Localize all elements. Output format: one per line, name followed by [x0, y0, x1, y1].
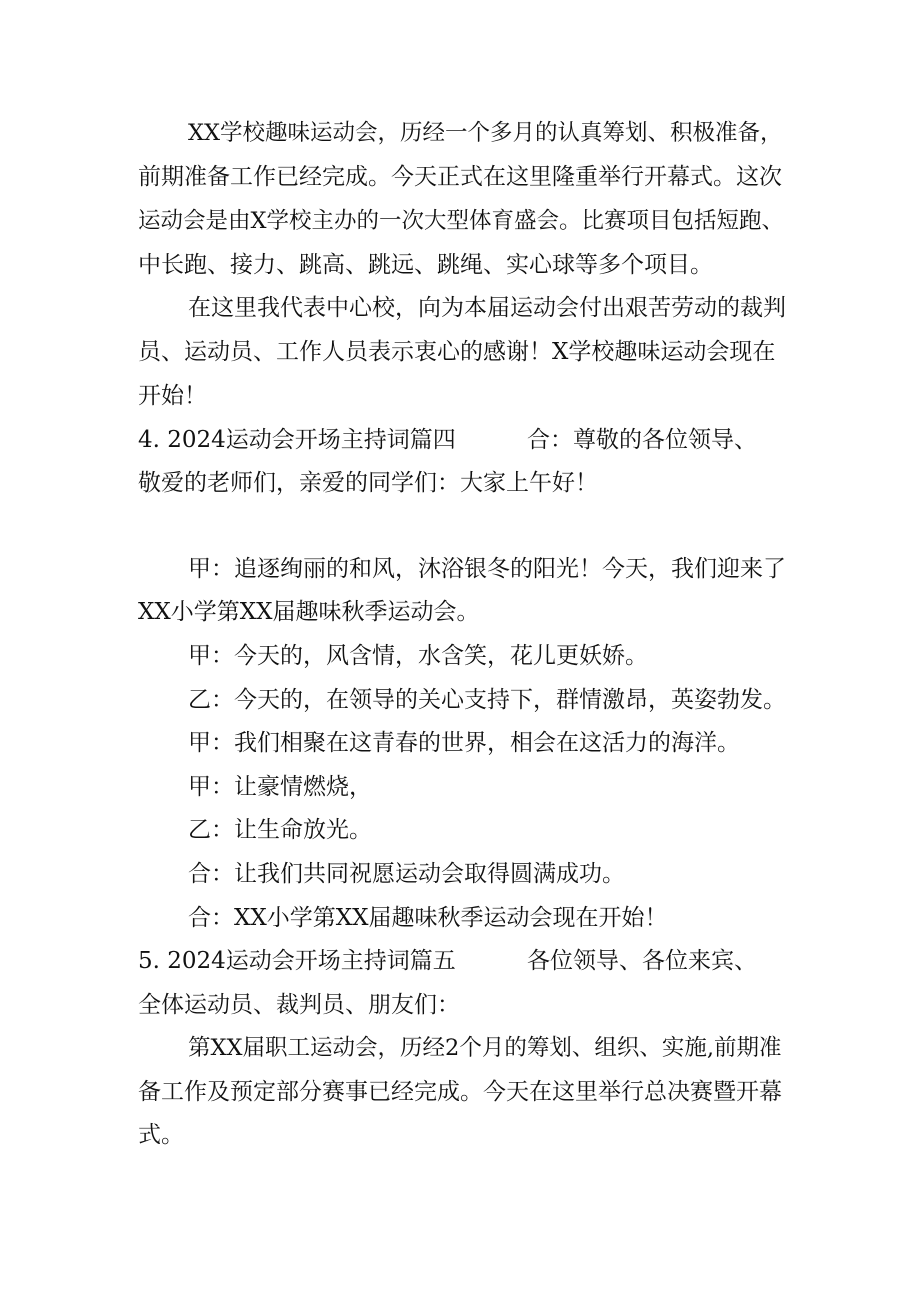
dialogue-line: 甲：追逐绚丽的和风，沐浴银冬的阳光！今天，我们迎来了: [188, 556, 786, 582]
section-4-heading: 4. 2024运动会开场主持词篇四: [138, 427, 456, 453]
paragraph-line: XX学校趣味运动会，历经一个多月的认真筹划、积极准备，: [188, 120, 783, 146]
dialogue-line: XX小学第XX届趣味秋季运动会。: [138, 599, 480, 625]
dialogue-line: 乙：让生命放光。: [188, 817, 372, 843]
section-4-continuation: 敬爱的老师们，亲爱的同学们：大家上午好！: [138, 470, 598, 496]
dialogue-line: 合：让我们共同祝愿运动会取得圆满成功。: [188, 861, 625, 887]
paragraph-line: 开始！: [138, 383, 207, 409]
dialogue-line: 合：XX小学第XX届趣味秋季运动会现在开始！: [188, 905, 668, 931]
paragraph-line: 员、运动员、工作人员表示衷心的感谢！X学校趣味运动会现在: [138, 339, 776, 365]
section-4-heading-tail: 合：尊敬的各位领导、: [527, 427, 757, 453]
paragraph-line: 运动会是由X学校主办的一次大型体育盛会。比赛项目包括短跑、: [138, 208, 785, 234]
paragraph-line: 在这里我代表中心校，向为本届运动会付出艰苦劳动的裁判: [188, 295, 786, 321]
section-5-continuation: 全体运动员、裁判员、朋友们：: [138, 992, 460, 1018]
dialogue-line: 甲：我们相聚在这青春的世界，相会在这活力的海洋。: [188, 730, 740, 756]
paragraph-line: 第XX届职工运动会，历经2个月的筹划、组织、实施,前期准: [188, 1035, 782, 1061]
section-5-heading: 5. 2024运动会开场主持词篇五: [138, 948, 456, 974]
dialogue-line: 乙：今天的，在领导的关心支持下，群情激昂，英姿勃发。: [188, 687, 786, 713]
paragraph-line: 式。: [138, 1122, 184, 1148]
dialogue-line: 甲：让豪情燃烧，: [188, 774, 372, 800]
paragraph-line: 备工作及预定部分赛事已经完成。今天在这里举行总决赛暨开幕: [138, 1079, 782, 1105]
paragraph-line: 前期准备工作已经完成。今天正式在这里隆重举行开幕式。这次: [138, 164, 782, 190]
paragraph-line: 中长跑、接力、跳高、跳远、跳绳、实心球等多个项目。: [138, 252, 713, 278]
dialogue-line: 甲：今天的，风含情，水含笑，花儿更妖娇。: [188, 643, 648, 669]
section-5-heading-tail: 各位领导、各位来宾、: [527, 948, 757, 974]
